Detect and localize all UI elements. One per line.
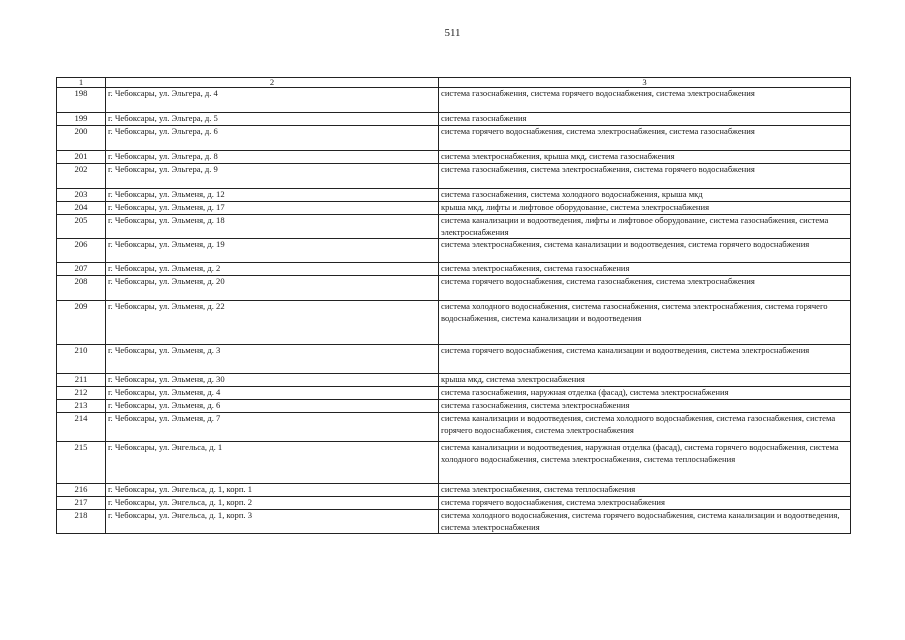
table-row (57, 484, 851, 497)
address-cell: г. Чебоксары, ул. Эльменя, д. 20 (106, 276, 439, 301)
systems-cell: система электроснабжения, система газоснабжения (439, 263, 851, 276)
table-row (57, 151, 851, 164)
row-number: 212 (57, 387, 106, 400)
row-number: 213 (57, 400, 106, 413)
address-cell: г. Чебоксары, ул. Энгельса, д. 1 (106, 442, 439, 484)
address-cell: г. Чебоксары, ул. Эльменя, д. 18 (106, 215, 439, 239)
row-number: 202 (57, 164, 106, 189)
row-number: 210 (57, 345, 106, 374)
address-cell: г. Чебоксары, ул. Энгельса, д. 1, корп. 1 (106, 484, 439, 497)
table-row (57, 345, 851, 374)
systems-cell: система канализации и водоотведения, наружная отделка (фасад), система горячего водоснабжения, система холодного водоснабжения, система электроснабжения, система теплоснабжения (439, 442, 851, 484)
row-number: 206 (57, 239, 106, 263)
table-row (57, 88, 851, 113)
systems-cell: крыша мкд, лифты и лифтовое оборудование, система электроснабжения (439, 202, 851, 215)
row-number: 216 (57, 484, 106, 497)
column-header: 1 (57, 78, 106, 88)
systems-cell: система горячего водоснабжения, система газоснабжения, система электроснабжения (439, 276, 851, 301)
table-row (57, 189, 851, 202)
table-row (57, 113, 851, 126)
table-row (57, 413, 851, 442)
table-row (57, 164, 851, 189)
table-row (57, 442, 851, 484)
row-number: 214 (57, 413, 106, 442)
address-cell: г. Чебоксары, ул. Эльменя, д. 7 (106, 413, 439, 442)
row-number: 198 (57, 88, 106, 113)
table-row (57, 276, 851, 301)
table-row (57, 387, 851, 400)
row-number: 204 (57, 202, 106, 215)
address-cell: г. Чебоксары, ул. Эльменя, д. 2 (106, 263, 439, 276)
row-number: 203 (57, 189, 106, 202)
address-cell: г. Чебоксары, ул. Эльменя, д. 17 (106, 202, 439, 215)
address-cell: г. Чебоксары, ул. Эльменя, д. 22 (106, 301, 439, 345)
row-number: 211 (57, 374, 106, 387)
systems-cell: система горячего водоснабжения, система электроснабжения (439, 497, 851, 510)
page-number: 511 (444, 27, 461, 39)
systems-cell: крыша мкд, система электроснабжения (439, 374, 851, 387)
table-row (57, 510, 851, 534)
address-cell: г. Чебоксары, ул. Эльгера, д. 8 (106, 151, 439, 164)
table-row (57, 126, 851, 151)
systems-cell: система газоснабжения (439, 113, 851, 126)
table-row (57, 301, 851, 345)
systems-cell: система электроснабжения, система канализации и водоотведения, система горячего водоснабжения (439, 239, 851, 263)
address-cell: г. Чебоксары, ул. Энгельса, д. 1, корп. 2 (106, 497, 439, 510)
systems-cell: система холодного водоснабжения, система газоснабжения, система электроснабжения, система горячего водоснабжения, система канализации и водоотведения (439, 301, 851, 345)
table-row (57, 400, 851, 413)
systems-cell: система газоснабжения, система горячего водоснабжения, система электроснабжения (439, 88, 851, 113)
systems-cell: система канализации и водоотведения, система холодного водоснабжения, система газоснабжения, система горячего водоснабжения, система электроснабжения (439, 413, 851, 442)
table-row (57, 239, 851, 263)
column-header: 2 (106, 78, 439, 88)
systems-cell: система газоснабжения, наружная отделка (фасад), система электроснабжения (439, 387, 851, 400)
address-cell: г. Чебоксары, ул. Энгельса, д. 1, корп. 3 (106, 510, 439, 534)
table-row (57, 374, 851, 387)
table-row (57, 497, 851, 510)
table-row (57, 202, 851, 215)
address-cell: г. Чебоксары, ул. Эльгера, д. 4 (106, 88, 439, 113)
row-number: 201 (57, 151, 106, 164)
systems-cell: система электроснабжения, система теплоснабжения (439, 484, 851, 497)
registry-table (56, 77, 851, 534)
row-number: 205 (57, 215, 106, 239)
row-number: 209 (57, 301, 106, 345)
row-number: 200 (57, 126, 106, 151)
table-row (57, 215, 851, 239)
row-number: 199 (57, 113, 106, 126)
address-cell: г. Чебоксары, ул. Эльменя, д. 4 (106, 387, 439, 400)
address-cell: г. Чебоксары, ул. Эльгера, д. 5 (106, 113, 439, 126)
row-number: 207 (57, 263, 106, 276)
address-cell: г. Чебоксары, ул. Эльменя, д. 3 (106, 345, 439, 374)
systems-cell: система горячего водоснабжения, система канализации и водоотведения, система электроснабжения (439, 345, 851, 374)
systems-cell: система газоснабжения, система электроснабжения (439, 400, 851, 413)
address-cell: г. Чебоксары, ул. Эльменя, д. 19 (106, 239, 439, 263)
row-number: 215 (57, 442, 106, 484)
systems-cell: система канализации и водоотведения, лифты и лифтовое оборудование, система газоснабжения, система электроснабжения (439, 215, 851, 239)
row-number: 208 (57, 276, 106, 301)
address-cell: г. Чебоксары, ул. Эльменя, д. 12 (106, 189, 439, 202)
systems-cell: система газоснабжения, система холодного водоснабжения, крыша мкд (439, 189, 851, 202)
table-header-row (57, 78, 851, 88)
systems-cell: система холодного водоснабжения, система горячего водоснабжения, система канализации и водоотведения, система электроснабжения (439, 510, 851, 534)
address-cell: г. Чебоксары, ул. Эльменя, д. 6 (106, 400, 439, 413)
address-cell: г. Чебоксары, ул. Эльгера, д. 6 (106, 126, 439, 151)
systems-cell: система горячего водоснабжения, система электроснабжения, система газоснабжения (439, 126, 851, 151)
row-number: 218 (57, 510, 106, 534)
systems-cell: система газоснабжения, система электроснабжения, система горячего водоснабжения (439, 164, 851, 189)
systems-cell: система электроснабжения, крыша мкд, система газоснабжения (439, 151, 851, 164)
address-cell: г. Чебоксары, ул. Эльменя, д. 30 (106, 374, 439, 387)
column-header: 3 (439, 78, 851, 88)
address-cell: г. Чебоксары, ул. Эльгера, д. 9 (106, 164, 439, 189)
row-number: 217 (57, 497, 106, 510)
table-row (57, 263, 851, 276)
